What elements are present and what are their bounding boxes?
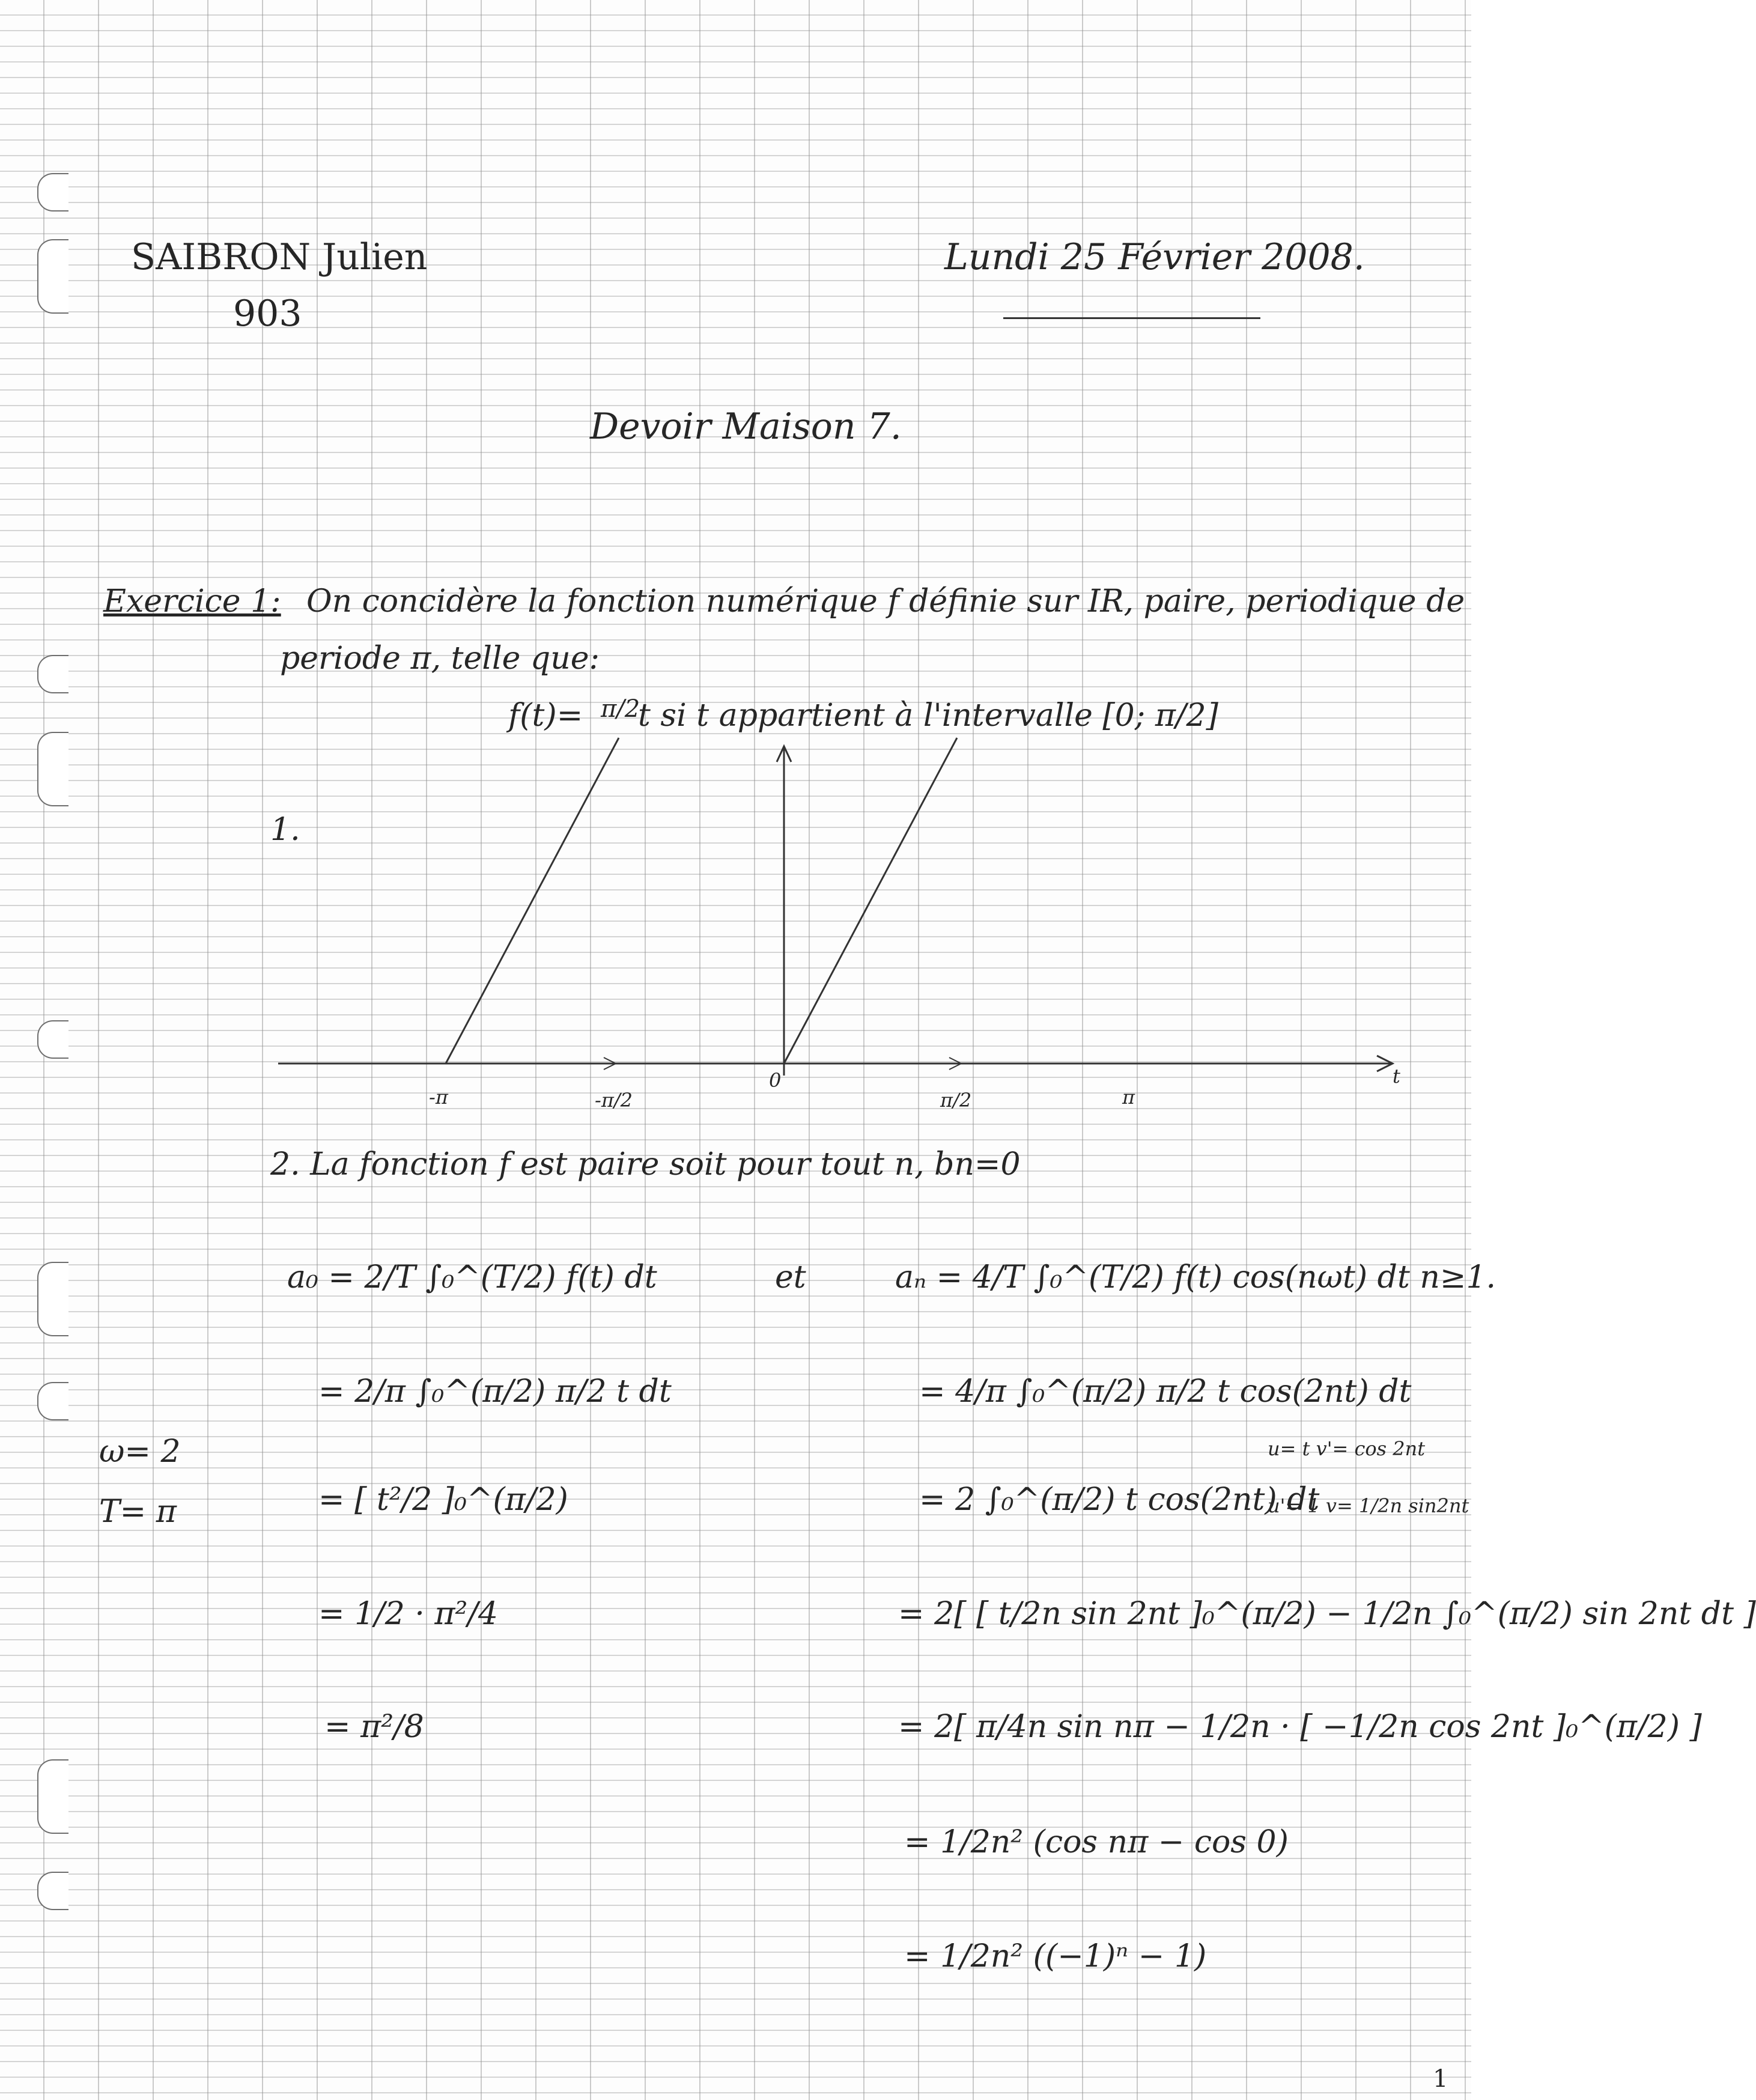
definition-left: f(t)= [508, 698, 583, 734]
tick-label-minus-pi: -π [429, 1086, 448, 1109]
tick-label-pi: π [1122, 1086, 1135, 1109]
t-axis-label: t [1393, 1065, 1400, 1088]
exercise-statement-line2: periode π, telle que: [280, 641, 600, 677]
a0-line-1: a₀ = 2/T ∫₀^(T/2) f(t) dt [287, 1259, 657, 1295]
page-number: 1 [1433, 2065, 1448, 2093]
an-line-1: aₙ = 4/T ∫₀^(T/2) f(t) cos(nωt) dt n≥1. [895, 1259, 1496, 1295]
graph-segment-right [784, 738, 957, 1064]
student-name: SAIBRON Julien [131, 236, 428, 278]
an-line-5: = 2[ π/4n sin nπ − 1/2n · [ −1/2n cos 2nt ]₀^(π/2) ] [898, 1709, 1702, 1745]
definition-right: t si t appartient à l'intervalle [0; π/2] [638, 698, 1218, 734]
part1-label: 1. [270, 812, 300, 848]
omega-note: ω= 2 [99, 1434, 181, 1470]
class-code: 903 [233, 293, 302, 335]
tick-label-zero: 0 [769, 1069, 782, 1092]
graph-segment-left [446, 738, 619, 1064]
ipp-note-2: u'= 1 v= 1/2n sin2nt [1268, 1494, 1469, 1517]
an-line-7: = 1/2n² ((−1)ⁿ − 1) [904, 1938, 1207, 1974]
an-line-3: = 2 ∫₀^(π/2) t cos(2nt) dt [919, 1482, 1320, 1518]
an-line-2: = 4/π ∫₀^(π/2) π/2 t cos(2nt) dt [919, 1374, 1412, 1410]
date: Lundi 25 Février 2008. [944, 236, 1365, 278]
exercise-label: Exercice 1: [103, 583, 281, 619]
an-line-6: = 1/2n² (cos nπ − cos 0) [904, 1824, 1289, 1860]
exercise-statement-line1: On concidère la fonction numérique f définie sur IR, paire, periodique de [306, 583, 1465, 619]
conjunction-et: et [775, 1259, 806, 1295]
part2-text: 2. La fonction f est paire soit pour tout n, bn=0 [270, 1146, 1021, 1182]
a0-line-4: = 1/2 · π²/4 [318, 1596, 498, 1632]
a0-line-3: = [ t²/2 ]₀^(π/2) [318, 1482, 568, 1518]
ipp-note-1: u= t v'= cos 2nt [1268, 1437, 1426, 1460]
tick-label-minus-pi-half: -π/2 [595, 1089, 633, 1112]
an-line-4: = 2[ [ t/2n sin 2nt ]₀^(π/2) − 1/2n ∫₀^(π/2) sin 2nt dt ] [898, 1596, 1756, 1632]
a0-line-2: = 2/π ∫₀^(π/2) π/2 t dt [318, 1374, 672, 1410]
a0-line-5: = π²/8 [324, 1709, 424, 1745]
tick-label-pi-half: π/2 [940, 1089, 972, 1112]
definition-frac: π/2 [601, 695, 640, 723]
period-note: T= π [99, 1494, 177, 1530]
page-title: Devoir Maison 7. [590, 406, 902, 448]
